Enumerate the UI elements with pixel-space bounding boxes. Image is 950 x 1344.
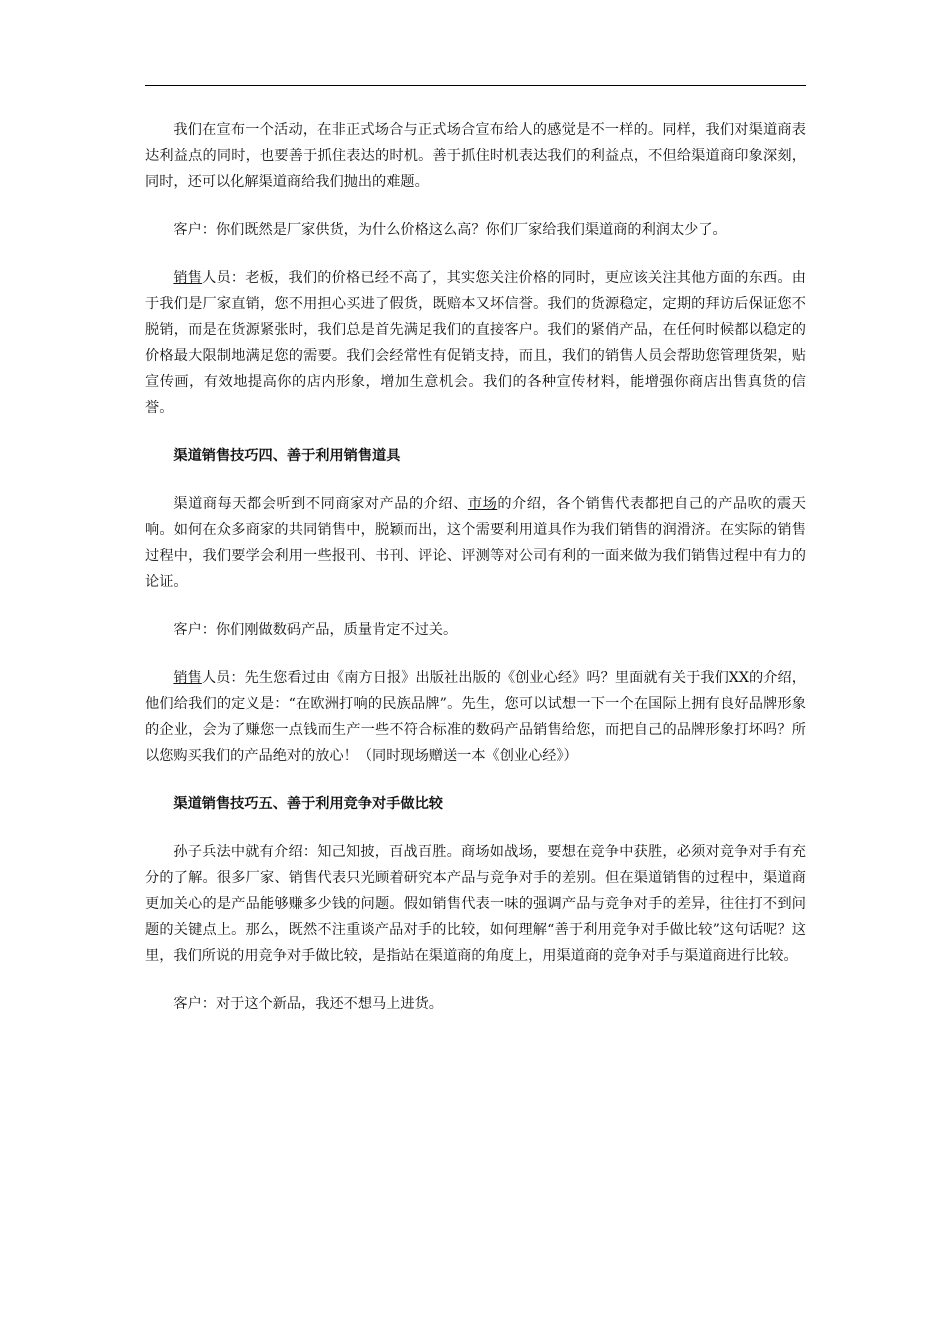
paragraph-customer-new-product: 客户：对于这个新品，我还不想马上进货。 [173,996,443,1012]
paragraph-intro: 我们在宣布一个活动，在非正式场合与正式场合宣布给人的感觉是不一样的。同样，我们对渠道商表达利益点的同时，也要善于抓住表达的时机。善于抓住时机表达我们的利益点，不但给渠道商印象深刻，同时，还可以化解渠道商给我们抛出的难题。 [145,122,806,190]
paragraph-sales-reply-price [145,265,806,421]
paragraph-props [145,491,806,595]
market-link[interactable]: 市场 [467,496,498,512]
paragraph-customer-price: 客户：你们既然是厂家供货，为什么价格这么高？你们厂家给我们渠道商的利润太少了。 [173,222,727,238]
sales-link[interactable]: 销售 [173,670,202,686]
header-rule [145,85,806,86]
paragraph-customer-quality: 客户：你们刚做数码产品，质量肯定不过关。 [173,622,458,638]
section-heading-4: 渠道销售技巧四、善于利用销售道具 [173,448,401,464]
document-body [145,117,806,1017]
paragraph-sales-reply-quality [145,665,806,769]
section-heading-5: 渠道销售技巧五、善于利用竞争对手做比较 [173,796,443,812]
paragraph-text: 的介绍，各个销售代表都把自己的产品吹的震天响。如何在众多商家的共同销售中，脱颖而出，这个需要利用道具作为我们销售的润滑济。在实际的销售过程中，我们要学会利用一些报刊、书刊、评论、评测等对公司有利的一面来做为我们销售过程中有力的论证。 [145,496,806,590]
sales-link[interactable]: 销售 [173,270,203,286]
paragraph-text: 渠道商每天都会听到不同商家对产品的介绍、 [173,496,468,512]
paragraph-competitors: 孙子兵法中就有介绍：知己知披，百战百胜。商场如战场，要想在竞争中获胜，必须对竞争对手有充分的了解。很多厂家、销售代表只光顾着研究本产品与竞争对手的差别。但在渠道销售的过程中，渠道商更加关心的是产品能够赚多少钱的问题。假如销售代表一味的强调产品与竞争对手的差异，往往打不到问题的关键点上。那么，既然不注重谈产品对手的比较，如何理解“善于利用竞争对手做比较”这句话呢？这里，我们所说的用竞争对手做比较，是指站在渠道商的角度上，用渠道商的竞争对手与渠道商进行比较。 [145,844,806,964]
paragraph-text: 人员：先生您看过由《南方日报》出版社出版的《创业心经》吗？里面就有关于我们XX的介绍，他们给我们的定义是：“在欧洲打响的民族品牌”。先生，您可以试想一下一个在国际上拥有良好品牌形象的企业，会为了赚您一点钱而生产一些不符合标准的数码产品销售给您，而把自己的品牌形象打坏吗？所以您购买我们的产品绝对的放心！（同时现场赠送一本《创业心经》） [145,670,806,764]
paragraph-text: 人员：老板，我们的价格已经不高了，其实您关注价格的同时，更应该关注其他方面的东西。由于我们是厂家直销，您不用担心买进了假货，既赔本又坏信誉。我们的货源稳定，定期的拜访后保证您不脱销，而是在货源紧张时，我们总是首先满足我们的直接客户。我们的紧俏产品，在任何时候都以稳定的价格最大限制地满足您的需要。我们会经常性有促销支持，而且，我们的销售人员会帮助您管理货架，贴宣传画，有效地提高你的店内形象，增加生意机会。我们的各种宣传材料，能增强你商店出售真货的信誉。 [145,270,806,416]
